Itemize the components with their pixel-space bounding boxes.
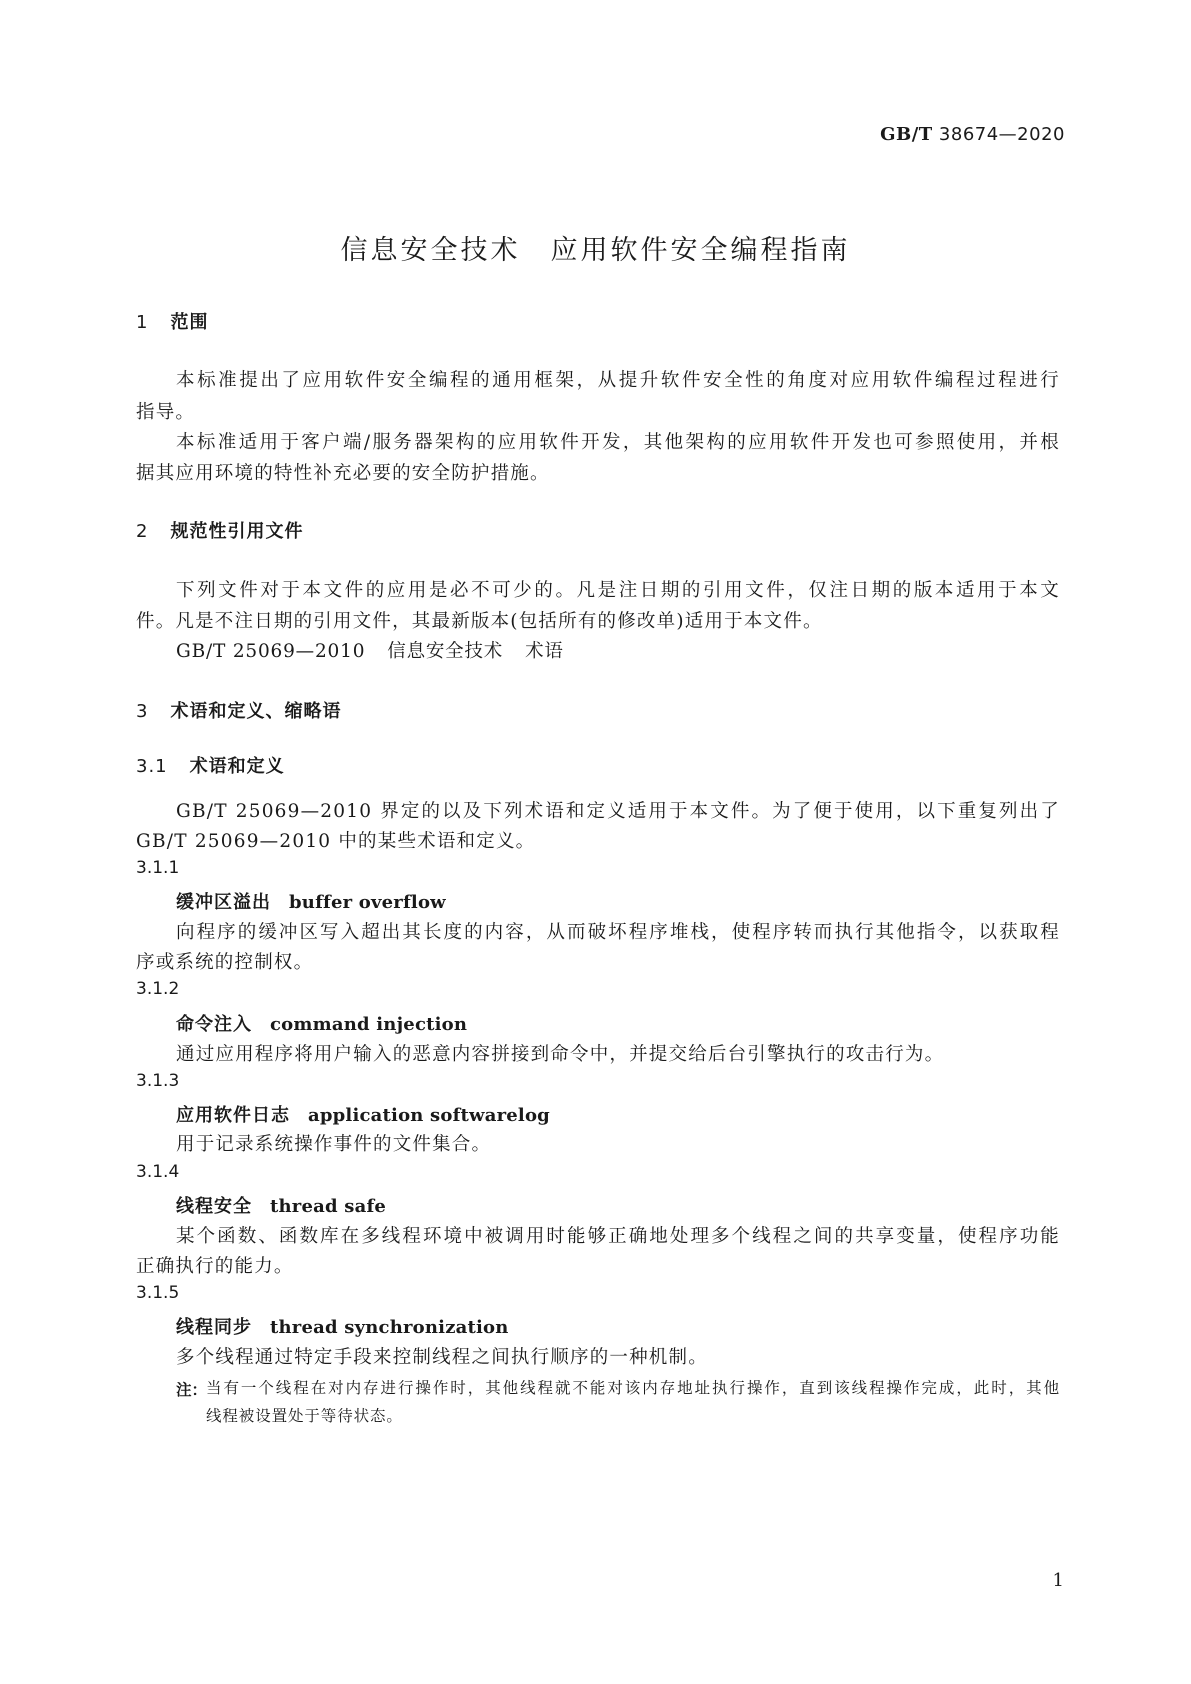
section-1-heading bbox=[136, 308, 208, 334]
page-number: 1 bbox=[1052, 1570, 1064, 1591]
term-definition-line: 序或系统的控制权。 bbox=[136, 952, 314, 973]
standard-prefix: GB/T bbox=[880, 124, 933, 145]
section-number: 1 bbox=[136, 312, 149, 333]
term-definition-line: 正确执行的能力。 bbox=[136, 1256, 294, 1277]
note-line: 线程被设置处于等待状态。 bbox=[206, 1407, 403, 1425]
term-zh: 应用软件日志 bbox=[176, 1105, 290, 1126]
term-zh: 线程安全 bbox=[176, 1196, 252, 1217]
term-definition-line: 多个线程通过特定手段来控制线程之间执行顺序的一种机制。 bbox=[176, 1347, 708, 1368]
section-3-heading bbox=[136, 697, 341, 723]
standard-number bbox=[880, 124, 1065, 145]
term-number: 3.1.3 bbox=[136, 1071, 180, 1091]
section-title: 规范性引用文件 bbox=[170, 521, 304, 542]
paragraph-line: 据其应用环境的特性补充必要的安全防护措施。 bbox=[136, 463, 550, 484]
term-heading bbox=[176, 1192, 386, 1218]
term-definition-line: 用于记录系统操作事件的文件集合。 bbox=[176, 1134, 492, 1155]
term-en: buffer overflow bbox=[289, 892, 446, 913]
term-number: 3.1.5 bbox=[136, 1283, 180, 1303]
term-heading bbox=[176, 888, 446, 914]
document-title: 信息安全技术 应用软件安全编程指南 bbox=[340, 235, 851, 266]
section-number: 2 bbox=[136, 521, 149, 542]
term-en: thread safe bbox=[270, 1196, 387, 1217]
paragraph-line: 本标准适用于客户端/服务器架构的应用软件开发，其他架构的应用软件开发也可参照使用，并根 bbox=[176, 432, 1060, 453]
note-line: 当有一个线程在对内存进行操作时，其他线程就不能对该内存地址执行操作，直到该线程操作完成，此时，其他 bbox=[206, 1379, 1060, 1397]
term-definition-line: 通过应用程序将用户输入的恶意内容拼接到命令中，并提交给后台引擎执行的攻击行为。 bbox=[176, 1044, 945, 1065]
paragraph-line: 件。凡是不注日期的引用文件，其最新版本(包括所有的修改单)适用于本文件。 bbox=[136, 611, 823, 632]
term-zh: 缓冲区溢出 bbox=[176, 892, 271, 913]
reference-subtitle: 术语 bbox=[525, 641, 564, 662]
term-en: thread synchronization bbox=[270, 1317, 509, 1338]
paragraph-line: 指导。 bbox=[136, 402, 196, 423]
section-title: 范围 bbox=[170, 312, 209, 333]
section-title: 术语和定义、缩略语 bbox=[170, 701, 342, 722]
term-number: 3.1.2 bbox=[136, 979, 180, 999]
section-3-1-heading bbox=[136, 752, 285, 778]
term-en: application softwarelog bbox=[308, 1105, 550, 1126]
normative-reference bbox=[176, 637, 676, 663]
section-2-heading bbox=[136, 517, 303, 543]
paragraph-line: 本标准提出了应用软件安全编程的通用框架，从提升软件安全性的角度对应用软件编程过程进行 bbox=[176, 370, 1060, 391]
paragraph-line: GB/T 25069—2010 界定的以及下列术语和定义适用于本文件。为了便于使用，以下重复列出了 bbox=[176, 801, 1060, 822]
term-zh: 线程同步 bbox=[176, 1317, 252, 1338]
section-title: 术语和定义 bbox=[189, 756, 285, 777]
term-heading bbox=[176, 1313, 509, 1339]
section-number: 3 bbox=[136, 701, 149, 722]
section-number: 3.1 bbox=[136, 756, 168, 777]
reference-title: 信息安全技术 bbox=[387, 641, 504, 662]
standard-code: 38674—2020 bbox=[938, 124, 1065, 145]
term-definition-line: 向程序的缓冲区写入超出其长度的内容，从而破坏程序堆栈，使程序转而执行其他指令，以获取程 bbox=[176, 922, 1060, 943]
term-en: command injection bbox=[270, 1014, 468, 1035]
note-label: 注： bbox=[176, 1381, 208, 1399]
term-zh: 命令注入 bbox=[176, 1014, 252, 1035]
term-number: 3.1.1 bbox=[136, 858, 180, 878]
term-number: 3.1.4 bbox=[136, 1162, 180, 1182]
term-heading bbox=[176, 1010, 467, 1036]
term-definition-line: 某个函数、函数库在多线程环境中被调用时能够正确地处理多个线程之间的共享变量，使程序功能 bbox=[176, 1226, 1060, 1247]
paragraph-line: GB/T 25069—2010 中的某些术语和定义。 bbox=[136, 831, 536, 852]
term-heading bbox=[176, 1101, 550, 1127]
reference-code: GB/T 25069—2010 bbox=[176, 641, 366, 662]
paragraph-line: 下列文件对于本文件的应用是必不可少的。凡是注日期的引用文件，仅注日期的版本适用于本文 bbox=[176, 580, 1060, 601]
